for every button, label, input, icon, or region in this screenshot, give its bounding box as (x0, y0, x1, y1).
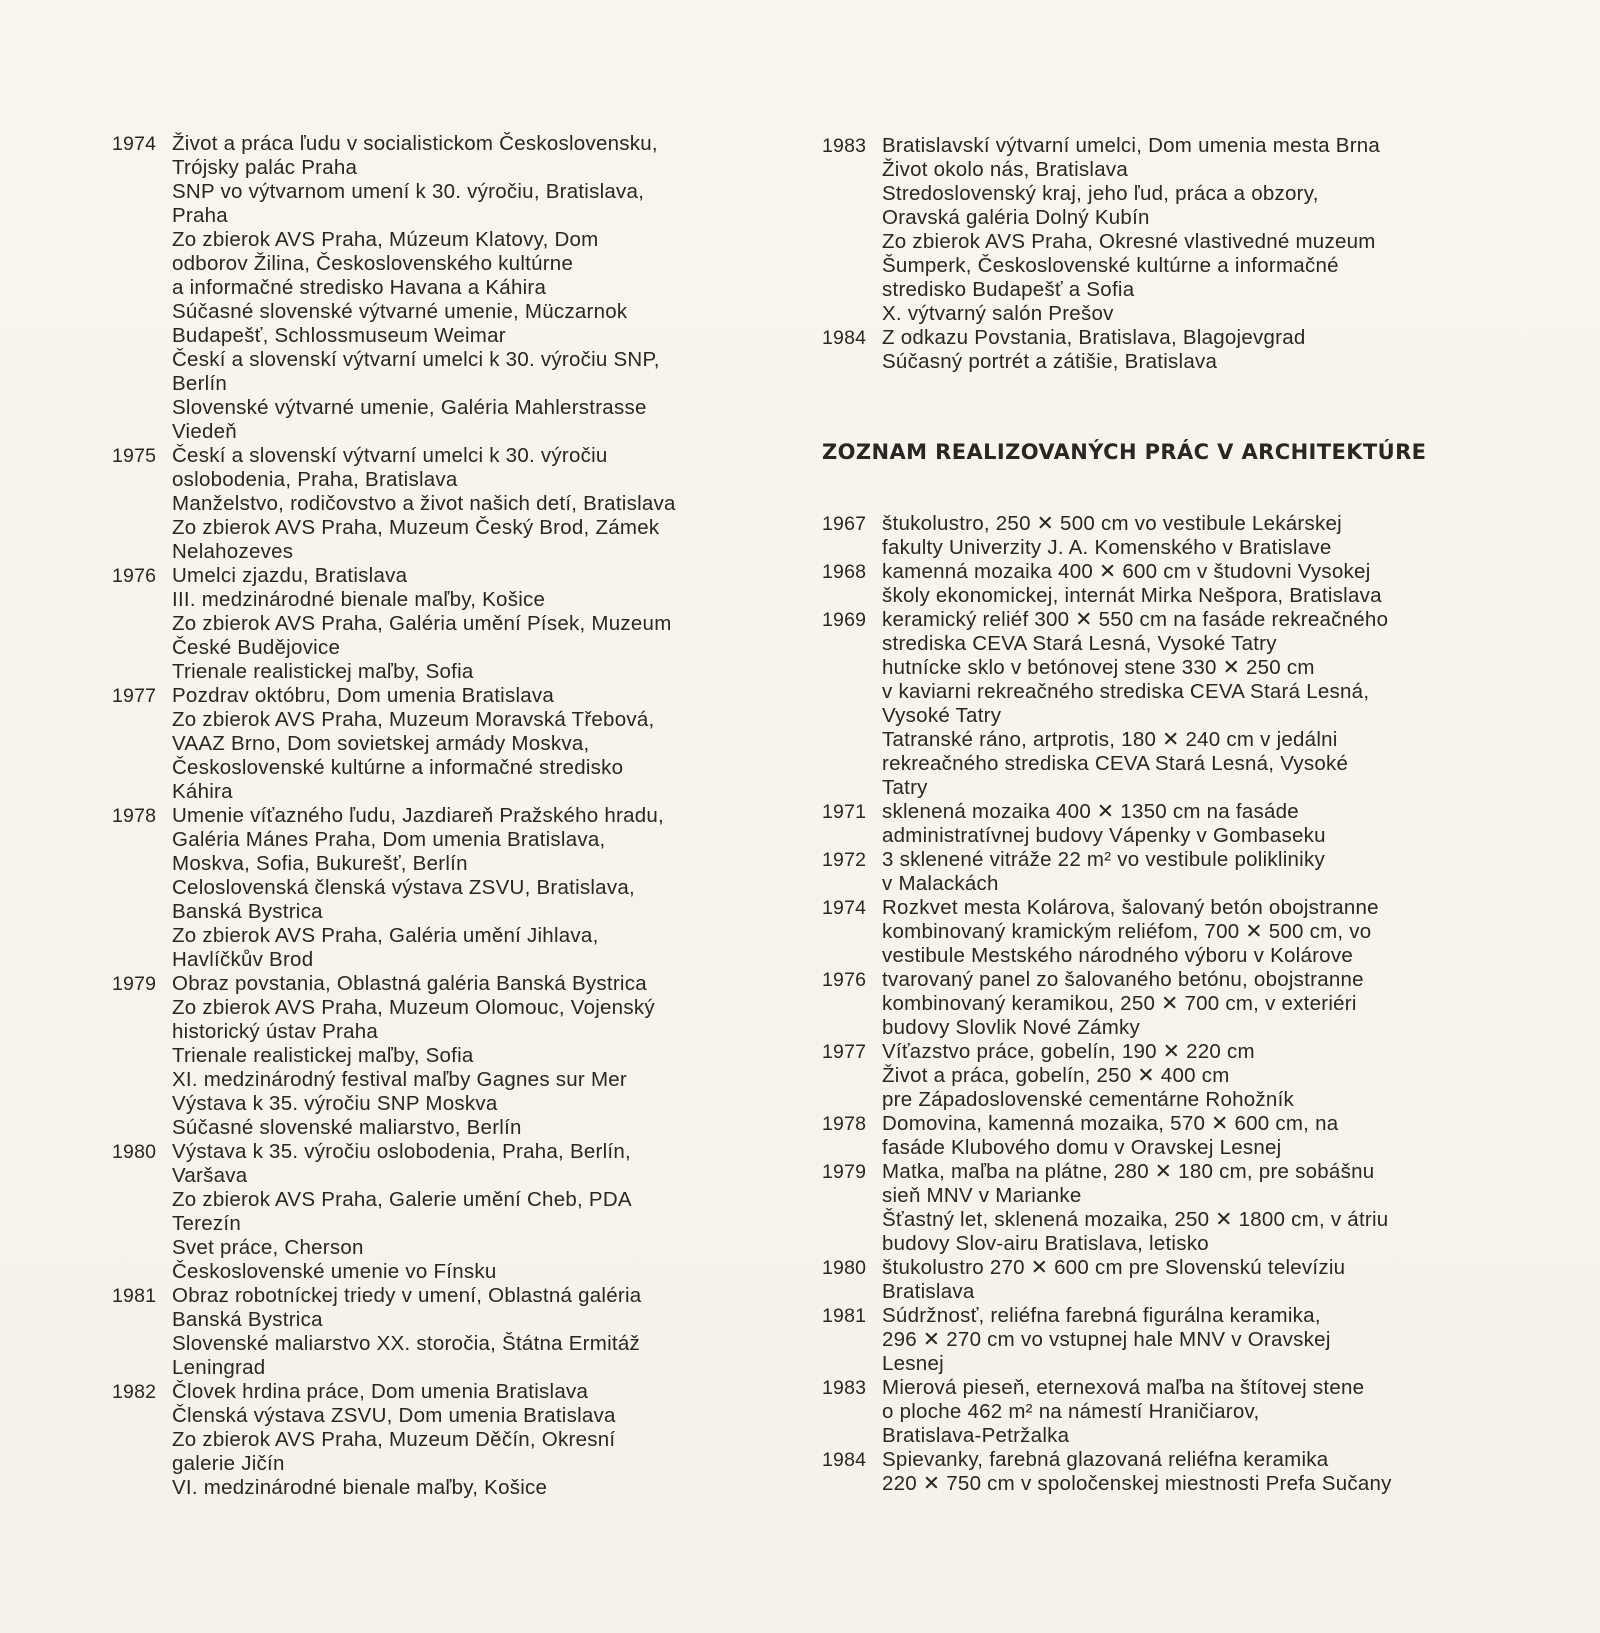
entry-year: 1976 (112, 565, 157, 587)
entry-line: Život a práca, gobelín, 250 ✕ 400 cm (882, 1064, 1230, 1087)
entry-line: Nelahozeves (172, 540, 294, 563)
entry-year: 1981 (112, 1285, 157, 1307)
entry-text (882, 608, 1492, 800)
entry-line: Zo zbierok AVS Praha, Galéria umění Písek, Muzeum (172, 612, 672, 635)
entry-text (882, 800, 1492, 848)
exhibitions-list (112, 132, 772, 1500)
list-entry (112, 1140, 772, 1284)
entry-text (172, 132, 772, 444)
entry-text (172, 1380, 772, 1500)
exhibitions-column-right (822, 134, 1492, 1496)
entry-line: Celoslovenská členská výstava ZSVU, Bratislava, (172, 876, 635, 899)
list-entry (112, 564, 772, 684)
entry-line: oslobodenia, Praha, Bratislava (172, 468, 458, 491)
entry-line: Víťazstvo práce, gobelín, 190 ✕ 220 cm (882, 1040, 1255, 1063)
entry-line: strediska CEVA Stará Lesná, Vysoké Tatry (882, 632, 1277, 655)
entry-text (882, 896, 1492, 968)
entry-year: 1977 (112, 685, 157, 707)
entry-line: Československé umenie vo Fínsku (172, 1260, 497, 1283)
entry-line: 220 ✕ 750 cm v spoločenskej miestnosti Prefa Sučany (882, 1472, 1392, 1495)
list-entry (822, 1040, 1492, 1112)
entry-line: Výstava k 35. výročiu oslobodenia, Praha, Berlín, (172, 1140, 631, 1163)
entry-line: Šumperk, Československé kultúrne a informačné (882, 254, 1339, 277)
entry-line: a informačné stredisko Havana a Káhira (172, 276, 547, 299)
entry-line: Zo zbierok AVS Praha, Muzeum Olomouc, Vojenský (172, 996, 655, 1019)
entry-line: Zo zbierok AVS Praha, Okresné vlastivedné muzeum (882, 230, 1376, 253)
entry-line: Z odkazu Povstania, Bratislava, Blagojevgrad (882, 326, 1306, 349)
entry-line: Domovina, kamenná mozaika, 570 ✕ 600 cm, na (882, 1112, 1339, 1135)
entry-line: historický ústav Praha (172, 1020, 379, 1043)
list-entry (822, 608, 1492, 800)
entry-line: galerie Jičín (172, 1452, 285, 1475)
entry-line: VI. medzinárodné bienale maľby, Košice (172, 1476, 548, 1499)
entry-line: tvarovaný panel zo šalovaného betónu, obojstranne (882, 968, 1364, 991)
entry-year: 1984 (822, 1449, 867, 1471)
list-entry (112, 1380, 772, 1500)
entry-line: Zo zbierok AVS Praha, Galerie umění Cheb, PDA (172, 1188, 632, 1211)
entry-line: Oravská galéria Dolný Kubín (882, 206, 1150, 229)
entry-line: Trójsky palác Praha (172, 156, 358, 179)
entry-line: 3 sklenené vitráže 22 m² vo vestibule polikliniky (882, 848, 1325, 871)
entry-year: 1974 (112, 133, 157, 155)
entry-year: 1983 (822, 1377, 867, 1399)
entry-line: Leningrad (172, 1356, 266, 1379)
entry-line: Obraz povstania, Oblastná galéria Banská Bystrica (172, 972, 647, 995)
entry-line: Praha (172, 204, 228, 227)
entry-line: Českí a slovenskí výtvarní umelci k 30. výročiu SNP, (172, 348, 660, 371)
entry-line: Zo zbierok AVS Praha, Galéria umění Jihlava, (172, 924, 599, 947)
entry-line: Havlíčkův Brod (172, 948, 314, 971)
entry-line: Káhira (172, 780, 233, 803)
entry-line: Banská Bystrica (172, 1308, 323, 1331)
entry-line: Pozdrav októbru, Dom umenia Bratislava (172, 684, 555, 707)
entry-line: Viedeň (172, 420, 237, 443)
entry-line: Budapešť, Schlossmuseum Weimar (172, 324, 506, 347)
list-entry (822, 1376, 1492, 1448)
list-entry (822, 1448, 1492, 1496)
entry-line: budovy Slovlik Nové Zámky (882, 1016, 1141, 1039)
entry-line: Manželstvo, rodičovstvo a život našich detí, Bratislava (172, 492, 676, 515)
entry-text (172, 444, 772, 564)
entry-text (172, 972, 772, 1140)
entry-text (882, 560, 1492, 608)
entry-year: 1976 (822, 969, 867, 991)
list-entry (112, 684, 772, 804)
entry-line: Lesnej (882, 1352, 944, 1375)
entry-line: fakulty Univerzity J. A. Komenského v Bratislave (882, 536, 1332, 559)
entry-line: Zo zbierok AVS Praha, Muzeum Děčín, Okresní (172, 1428, 616, 1451)
entry-text (882, 512, 1492, 560)
entry-line: Varšava (172, 1164, 248, 1187)
entry-line: pre Západoslovenské cementárne Rohožník (882, 1088, 1295, 1111)
entry-line: Vysoké Tatry (882, 704, 1002, 727)
list-entry (112, 972, 772, 1140)
entry-line: budovy Slov-airu Bratislava, letisko (882, 1232, 1209, 1255)
list-entry (112, 1284, 772, 1380)
entry-year: 1977 (822, 1041, 867, 1063)
entry-line: stredisko Budapešť a Sofia (882, 278, 1135, 301)
entry-year: 1978 (112, 805, 157, 827)
entry-line: Moskva, Sofia, Bukurešť, Berlín (172, 852, 468, 875)
entry-line: Banská Bystrica (172, 900, 323, 923)
entry-line: 296 ✕ 270 cm vo vstupnej hale MNV v Oravskej (882, 1328, 1331, 1351)
entry-text (172, 1140, 772, 1284)
entry-year: 1979 (112, 973, 157, 995)
entry-year: 1975 (112, 445, 157, 467)
entry-line: Život a práca ľudu v socialistickom Československu, (172, 132, 658, 155)
entry-year: 1983 (822, 135, 867, 157)
entry-line: kombinovaný kramickým reliéfom, 700 ✕ 500 cm, vo (882, 920, 1372, 943)
list-entry (822, 512, 1492, 560)
entry-line: štukolustro 270 ✕ 600 cm pre Slovenskú televíziu (882, 1256, 1346, 1279)
entry-line: Zo zbierok AVS Praha, Múzeum Klatovy, Dom (172, 228, 599, 251)
entry-line: štukolustro, 250 ✕ 500 cm vo vestibule Lekárskej (882, 512, 1342, 535)
entry-line: sklenená mozaika 400 ✕ 1350 cm na fasáde (882, 800, 1299, 823)
entry-text (172, 564, 772, 684)
entry-line: SNP vo výtvarnom umení k 30. výročiu, Bratislava, (172, 180, 645, 203)
entry-line: České Budějovice (172, 636, 341, 659)
entry-line: III. medzinárodné bienale maľby, Košice (172, 588, 546, 611)
entry-text (172, 1284, 772, 1380)
entry-line: Tatry (882, 776, 928, 799)
entry-line: Zo zbierok AVS Praha, Muzeum Český Brod, Zámek (172, 516, 660, 539)
entry-line: Trienale realistickej maľby, Sofia (172, 660, 474, 683)
entry-line: Súdržnosť, reliéfna farebná figurálna keramika, (882, 1304, 1321, 1327)
entry-line: Členská výstava ZSVU, Dom umenia Bratislava (172, 1404, 616, 1427)
list-entry (112, 804, 772, 972)
entry-text (882, 848, 1492, 896)
entry-text (882, 1304, 1492, 1376)
entry-year: 1968 (822, 561, 867, 583)
entry-line: fasáde Klubového domu v Oravskej Lesnej (882, 1136, 1282, 1159)
entry-line: Českí a slovenskí výtvarní umelci k 30. výročiu (172, 444, 608, 467)
entry-year: 1972 (822, 849, 867, 871)
entry-text (882, 1112, 1492, 1160)
entry-line: Človek hrdina práce, Dom umenia Bratislava (172, 1380, 589, 1403)
entry-text (882, 1160, 1492, 1256)
entry-line: Matka, maľba na plátne, 280 ✕ 180 cm, pre sobášnu (882, 1160, 1375, 1183)
entry-year: 1982 (112, 1381, 157, 1403)
entry-line: Svet práce, Cherson (172, 1236, 364, 1259)
entry-line: administratívnej budovy Vápenky v Gombaseku (882, 824, 1326, 847)
entry-line: Rozkvet mesta Kolárova, šalovaný betón obojstranne (882, 896, 1379, 919)
entry-text (882, 1376, 1492, 1448)
entry-year: 1980 (822, 1257, 867, 1279)
entry-year: 1979 (822, 1161, 867, 1183)
list-entry (822, 134, 1492, 326)
entry-line: kamenná mozaika 400 ✕ 600 cm v študovni Vysokej (882, 560, 1371, 583)
architecture-heading: ZOZNAM REALIZOVANÝCH PRÁC V ARCHITEKTÚRE (822, 440, 1427, 464)
entry-line: Bratislava-Petržalka (882, 1424, 1070, 1447)
entry-year: 1978 (822, 1113, 867, 1135)
entry-line: Šťastný let, sklenená mozaika, 250 ✕ 1800 cm, v átriu (882, 1208, 1389, 1231)
entry-line: Umelci zjazdu, Bratislava (172, 564, 408, 587)
entry-year: 1974 (822, 897, 867, 919)
entry-line: Terezín (172, 1212, 241, 1235)
entry-line: Súčasné slovenské maliarstvo, Berlín (172, 1116, 522, 1139)
entry-text (882, 134, 1492, 326)
architecture-list (822, 512, 1492, 1496)
entry-line: Mierová pieseň, eternexová maľba na štítovej stene (882, 1376, 1365, 1399)
entry-text (882, 326, 1492, 374)
entry-line: kombinovaný keramikou, 250 ✕ 700 cm, v exteriéri (882, 992, 1357, 1015)
entry-line: Slovenské maliarstvo XX. storočia, Štátna Ermitáž (172, 1332, 640, 1355)
list-entry (822, 800, 1492, 848)
entry-line: keramický reliéf 300 ✕ 550 cm na fasáde rekreačného (882, 608, 1389, 631)
entry-line: školy ekonomickej, internát Mirka Nešpora, Bratislava (882, 584, 1382, 607)
entry-line: Berlín (172, 372, 228, 395)
entry-line: Bratislavskí výtvarní umelci, Dom umenia mesta Brna (882, 134, 1381, 157)
entry-line: Zo zbierok AVS Praha, Muzeum Moravská Třebová, (172, 708, 655, 731)
entry-text (882, 1256, 1492, 1304)
entry-line: vestibule Mestského národného výboru v Kolárove (882, 944, 1353, 967)
entry-line: v kaviarni rekreačného strediska CEVA Stará Lesná, (882, 680, 1370, 703)
list-entry (822, 560, 1492, 608)
list-entry (822, 1304, 1492, 1376)
entry-year: 1969 (822, 609, 867, 631)
entry-line: Tatranské ráno, artprotis, 180 ✕ 240 cm v jedálni (882, 728, 1338, 751)
list-entry (112, 444, 772, 564)
list-entry (112, 132, 772, 444)
entry-line: VAAZ Brno, Dom sovietskej armády Moskva, (172, 732, 590, 755)
list-entry (822, 848, 1492, 896)
list-entry (822, 1112, 1492, 1160)
entry-line: Československé kultúrne a informačné stredisko (172, 756, 624, 779)
exhibitions-column-left (112, 132, 772, 1500)
entry-text (882, 1040, 1492, 1112)
entry-text (882, 968, 1492, 1040)
entry-line: o ploche 462 m² na námestí Hraničiarov, (882, 1400, 1260, 1423)
list-entry (822, 896, 1492, 968)
entry-year: 1971 (822, 801, 867, 823)
entry-line: Stredoslovenský kraj, jeho ľud, práca a obzory, (882, 182, 1319, 205)
entry-line: odborov Žilina, Československého kultúrne (172, 252, 574, 275)
list-entry (822, 968, 1492, 1040)
entry-text (882, 1448, 1492, 1496)
entry-text (172, 684, 772, 804)
entry-line: XI. medzinárodný festival maľby Gagnes sur Mer (172, 1068, 627, 1091)
list-entry (822, 1160, 1492, 1256)
entry-line: Galéria Mánes Praha, Dom umenia Bratislava, (172, 828, 606, 851)
entry-year: 1967 (822, 513, 867, 535)
entry-line: v Malackách (882, 872, 999, 895)
entry-line: rekreačného strediska CEVA Stará Lesná, Vysoké (882, 752, 1349, 775)
exhibitions-list-continued (822, 134, 1492, 374)
entry-line: Slovenské výtvarné umenie, Galéria Mahlerstrasse (172, 396, 647, 419)
entry-text (172, 804, 772, 972)
entry-line: Obraz robotníckej triedy v umení, Oblastná galéria (172, 1284, 642, 1307)
entry-line: Život okolo nás, Bratislava (882, 158, 1129, 181)
list-entry (822, 326, 1492, 374)
entry-line: Výstava k 35. výročiu SNP Moskva (172, 1092, 498, 1115)
entry-year: 1984 (822, 327, 867, 349)
entry-line: Umenie víťazného ľudu, Jazdiareň Pražského hradu, (172, 804, 664, 827)
entry-year: 1980 (112, 1141, 157, 1163)
entry-line: Trienale realistickej maľby, Sofia (172, 1044, 474, 1067)
entry-line: Bratislava (882, 1280, 975, 1303)
entry-line: Spievanky, farebná glazovaná reliéfna keramika (882, 1448, 1329, 1471)
entry-line: sieň MNV v Marianke (882, 1184, 1082, 1207)
entry-line: hutnícke sklo v betónovej stene 330 ✕ 250 cm (882, 656, 1315, 679)
entry-line: Súčasný portrét a zátišie, Bratislava (882, 350, 1218, 373)
entry-line: Súčasné slovenské výtvarné umenie, Müczarnok (172, 300, 628, 323)
entry-line: X. výtvarný salón Prešov (882, 302, 1114, 325)
list-entry (822, 1256, 1492, 1304)
entry-year: 1981 (822, 1305, 867, 1327)
